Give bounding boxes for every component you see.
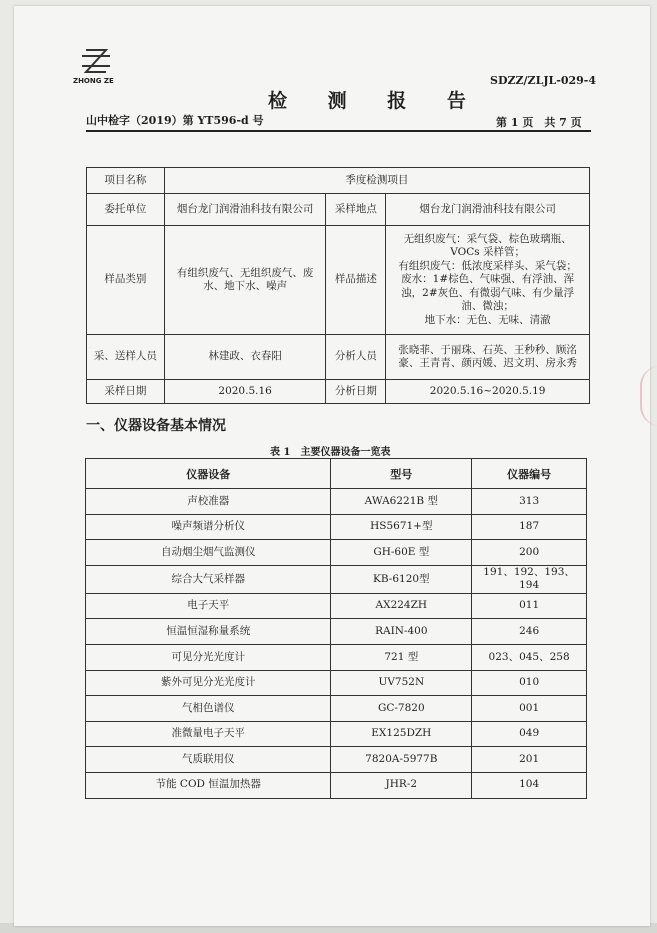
cell-label: 样品描述	[326, 226, 386, 335]
table-row	[86, 593, 587, 619]
serial-cell: 010	[472, 670, 587, 696]
instrument-name-cell: 准微量电子天平	[86, 721, 331, 747]
table-row	[87, 226, 590, 335]
cell-value: 林建政、衣春阳	[164, 335, 326, 380]
instrument-name-cell: 综合大气采样器	[86, 565, 331, 593]
cell-label: 样品类别	[87, 226, 165, 335]
serial-cell: 201	[472, 747, 587, 773]
cell-value: 2020.5.16	[164, 380, 326, 404]
cell-value: 张晓菲、于丽珠、石英、王秒秒、顾洺豪、王青青、颜丙媛、迟文玥、房永秀	[386, 335, 590, 380]
model-cell: GC-7820	[331, 696, 472, 722]
cell-value: 烟台龙门润滑油科技有限公司	[386, 194, 590, 226]
serial-cell: 313	[472, 489, 587, 515]
instrument-name-cell: 电子天平	[86, 593, 331, 619]
cell-label: 采样地点	[326, 194, 386, 226]
model-cell: KB-6120型	[331, 565, 472, 593]
table-row	[86, 644, 587, 670]
instrument-name-cell: 节能 COD 恒温加热器	[86, 772, 331, 798]
red-stamp-fragment	[640, 366, 657, 426]
instrument-name-cell: 可见分光光度计	[86, 644, 331, 670]
desc-line: 废水：1#棕色、气味强、有浮油、浑浊，2#灰色、有微弱气味、有少量浮油、微浊；	[401, 273, 575, 313]
cell-value: 有组织废气、无组织废气、废水、地下水、噪声	[164, 226, 326, 335]
model-cell: UV752N	[331, 670, 472, 696]
model-cell: HS5671+型	[331, 514, 472, 540]
cell-label: 分析日期	[326, 380, 386, 404]
table-caption: 表 1 主要仪器设备一览表	[270, 447, 391, 458]
serial-cell: 200	[472, 540, 587, 566]
instrument-name-cell: 气质联用仪	[86, 747, 331, 773]
model-cell: RAIN-400	[331, 619, 472, 645]
table-row	[86, 670, 587, 696]
cell-label: 采样日期	[87, 380, 165, 404]
report-number: 山中检字（2019）第 YT596-d 号	[86, 114, 264, 127]
serial-cell: 187	[472, 514, 587, 540]
table-row	[86, 772, 587, 798]
table-row	[86, 747, 587, 773]
serial-cell: 049	[472, 721, 587, 747]
model-cell: EX125DZH	[331, 721, 472, 747]
model-cell: 7820A-5977B	[331, 747, 472, 773]
column-header: 仪器设备	[86, 459, 331, 489]
desc-line: 地下水：无色、无味、清澈	[424, 313, 551, 326]
serial-cell: 246	[472, 619, 587, 645]
instrument-table	[85, 458, 587, 799]
table-row	[87, 194, 590, 226]
model-cell: 721 型	[331, 644, 472, 670]
instrument-name-cell: 自动烟尘烟气监测仪	[86, 540, 331, 566]
table-row	[86, 619, 587, 645]
model-cell: AX224ZH	[331, 593, 472, 619]
serial-cell: 023、045、258	[472, 644, 587, 670]
table-row	[86, 514, 587, 540]
table-header-row	[86, 459, 587, 489]
desc-line: 有组织废气：低浓度采样头、采气袋；	[398, 259, 577, 272]
serial-cell: 001	[472, 696, 587, 722]
cell-value: 季度检测项目	[164, 168, 589, 194]
instrument-name-cell: 紫外可见分光光度计	[86, 670, 331, 696]
table-row	[87, 335, 590, 380]
table-row	[86, 489, 587, 515]
page-number: 第 1 页 共 7 页	[496, 116, 582, 129]
document-code: SDZZ/ZLJL-029-4	[490, 74, 597, 87]
serial-cell: 104	[472, 772, 587, 798]
table-row	[86, 565, 587, 593]
cell-label: 委托单位	[87, 194, 165, 226]
serial-cell: 011	[472, 593, 587, 619]
model-cell: AWA6221B 型	[331, 489, 472, 515]
column-header: 仪器编号	[472, 459, 587, 489]
section-heading: 一、仪器设备基本情况	[86, 418, 226, 434]
header-divider	[86, 130, 591, 132]
cell-label: 项目名称	[87, 168, 165, 194]
serial-cell: 191、192、193、194	[472, 565, 587, 593]
table-row	[87, 380, 590, 404]
page-title: 检 测 报 告	[268, 90, 483, 112]
cell-value: 2020.5.16~2020.5.19	[386, 380, 590, 404]
instrument-name-cell: 声校准器	[86, 489, 331, 515]
cell-label: 采、送样人员	[87, 335, 165, 380]
desc-line: 无组织废气：采气袋、棕色玻璃瓶、VOCs 采样管；	[403, 232, 572, 259]
cell-value: 烟台龙门润滑油科技有限公司	[164, 194, 326, 226]
logo-text: ZHONG ZE	[73, 77, 114, 85]
model-cell: GH-60E 型	[331, 540, 472, 566]
instrument-name-cell: 气相色谱仪	[86, 696, 331, 722]
table-row	[87, 168, 590, 194]
column-header: 型号	[331, 459, 472, 489]
table-row	[86, 540, 587, 566]
cell-label: 分析人员	[326, 335, 386, 380]
model-cell: JHR-2	[331, 772, 472, 798]
sample-info-table	[86, 167, 590, 404]
instrument-name-cell: 恒温恒湿称量系统	[86, 619, 331, 645]
sample-description-cell	[386, 226, 590, 335]
table-row	[86, 721, 587, 747]
table-row	[86, 696, 587, 722]
instrument-name-cell: 噪声频谱分析仪	[86, 514, 331, 540]
